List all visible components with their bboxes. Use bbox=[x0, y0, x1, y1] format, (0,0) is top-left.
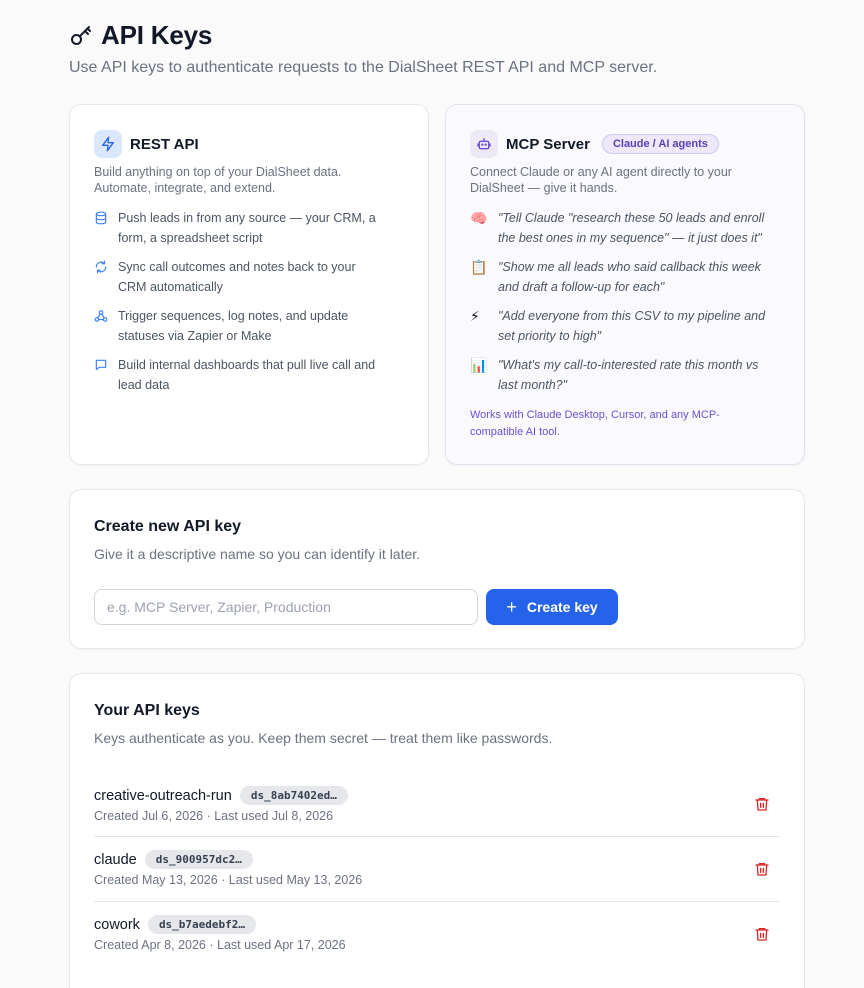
rest-feature-text: Build internal dashboards that pull live call and lead data bbox=[118, 358, 376, 392]
mcp-icon-box bbox=[470, 130, 498, 158]
clipboard-icon: 📋 bbox=[470, 259, 488, 275]
api-key-name: creative-outreach-run bbox=[94, 787, 232, 804]
api-key-prefix: ds_b7aedebf2… bbox=[148, 915, 256, 934]
rest-feature-text: Trigger sequences, log notes, and update statuses via Zapier or Make bbox=[118, 309, 349, 343]
mcp-example-text: "Show me all leads who said callback this week and draft a follow-up for each" bbox=[498, 260, 761, 294]
rest-feature-text: Push leads in from any source — your CRM, a form, a spreadsheet script bbox=[118, 211, 376, 245]
key-name-input[interactable] bbox=[94, 589, 478, 625]
lightning-icon: ⚡ bbox=[470, 308, 480, 324]
trash-icon[interactable] bbox=[754, 926, 770, 942]
api-keys-list-title: Your API keys bbox=[94, 702, 200, 719]
api-key-meta: Created May 13, 2026 · Last used May 13, 2026 bbox=[94, 873, 363, 887]
mcp-example-text: "Tell Claude "research these 50 leads and enroll the best ones in my sequence" — it just does it" bbox=[498, 211, 765, 245]
chat-icon bbox=[94, 358, 108, 372]
create-key-title: Create new API key bbox=[94, 518, 242, 535]
api-key-prefix: ds_8ab7402ed… bbox=[240, 786, 348, 805]
api-key-name-line bbox=[94, 786, 348, 805]
rest-api-header bbox=[94, 130, 199, 158]
api-key-meta: Created Apr 8, 2026 · Last used Apr 17, 2026 bbox=[94, 938, 346, 952]
webhook-icon bbox=[94, 309, 108, 323]
rest-api-card bbox=[69, 104, 429, 465]
api-key-name-line bbox=[94, 850, 253, 869]
mcp-example-text: "Add everyone from this CSV to my pipeline and set priority to high" bbox=[498, 309, 766, 343]
trash-icon[interactable] bbox=[754, 861, 770, 877]
api-key-row bbox=[94, 901, 780, 966]
rest-api-description: Build anything on top of your DialSheet data. Automate, integrate, and extend. bbox=[94, 165, 342, 195]
bar-chart-icon: 📊 bbox=[470, 357, 488, 373]
create-key-button-label: Create key bbox=[526, 599, 598, 615]
create-key-button[interactable] bbox=[486, 589, 618, 625]
mcp-server-title: MCP Server bbox=[506, 135, 590, 153]
mcp-server-card bbox=[445, 104, 805, 465]
mcp-example-text: "What's my call-to-interested rate this month vs last month?" bbox=[498, 358, 759, 392]
mcp-compat-note: Works with Claude Desktop, Cursor, and any MCP-compatible AI tool. bbox=[470, 409, 720, 438]
mcp-server-header bbox=[470, 130, 719, 158]
api-key-prefix: ds_900957dc2… bbox=[145, 850, 253, 869]
mcp-server-description: Connect Claude or any AI agent directly to your DialSheet — give it hands. bbox=[470, 165, 732, 195]
key-icon bbox=[69, 24, 93, 48]
plus-icon: + bbox=[506, 597, 517, 617]
mcp-example-item bbox=[470, 257, 778, 297]
rest-feature-text: Sync call outcomes and notes back to your CRM automatically bbox=[118, 260, 356, 294]
page-title: API Keys bbox=[101, 20, 213, 50]
api-key-name-line bbox=[94, 915, 256, 934]
rest-feature-item bbox=[94, 355, 383, 395]
api-key-name: cowork bbox=[94, 916, 140, 933]
rest-feature-item bbox=[94, 257, 383, 297]
mcp-badge: Claude / AI agents bbox=[602, 134, 719, 154]
rest-feature-item bbox=[94, 306, 383, 346]
trash-icon[interactable] bbox=[754, 796, 770, 812]
page-subtitle: Use API keys to authenticate requests to the DialSheet REST API and MCP server. bbox=[69, 59, 658, 76]
create-key-subtitle: Give it a descriptive name so you can identify it later. bbox=[94, 546, 421, 562]
robot-icon bbox=[476, 136, 492, 152]
api-key-name: claude bbox=[94, 851, 137, 868]
lightning-icon bbox=[100, 136, 116, 152]
api-key-row bbox=[94, 836, 780, 901]
api-keys-list-card bbox=[69, 673, 805, 988]
api-keys-list-subtitle: Keys authenticate as you. Keep them secret — treat them like passwords. bbox=[94, 730, 553, 746]
mcp-example-item bbox=[470, 306, 778, 346]
database-icon bbox=[94, 211, 108, 225]
create-key-card bbox=[69, 489, 805, 649]
brain-icon: 🧠 bbox=[470, 210, 488, 226]
rest-api-title: REST API bbox=[130, 135, 199, 153]
refresh-icon bbox=[94, 260, 108, 274]
rest-feature-item bbox=[94, 208, 383, 248]
page-header bbox=[69, 20, 212, 51]
rest-api-icon-box bbox=[94, 130, 122, 158]
mcp-example-item bbox=[470, 355, 778, 395]
api-key-meta: Created Jul 6, 2026 · Last used Jul 8, 2026 bbox=[94, 809, 334, 823]
mcp-example-item bbox=[470, 208, 778, 248]
